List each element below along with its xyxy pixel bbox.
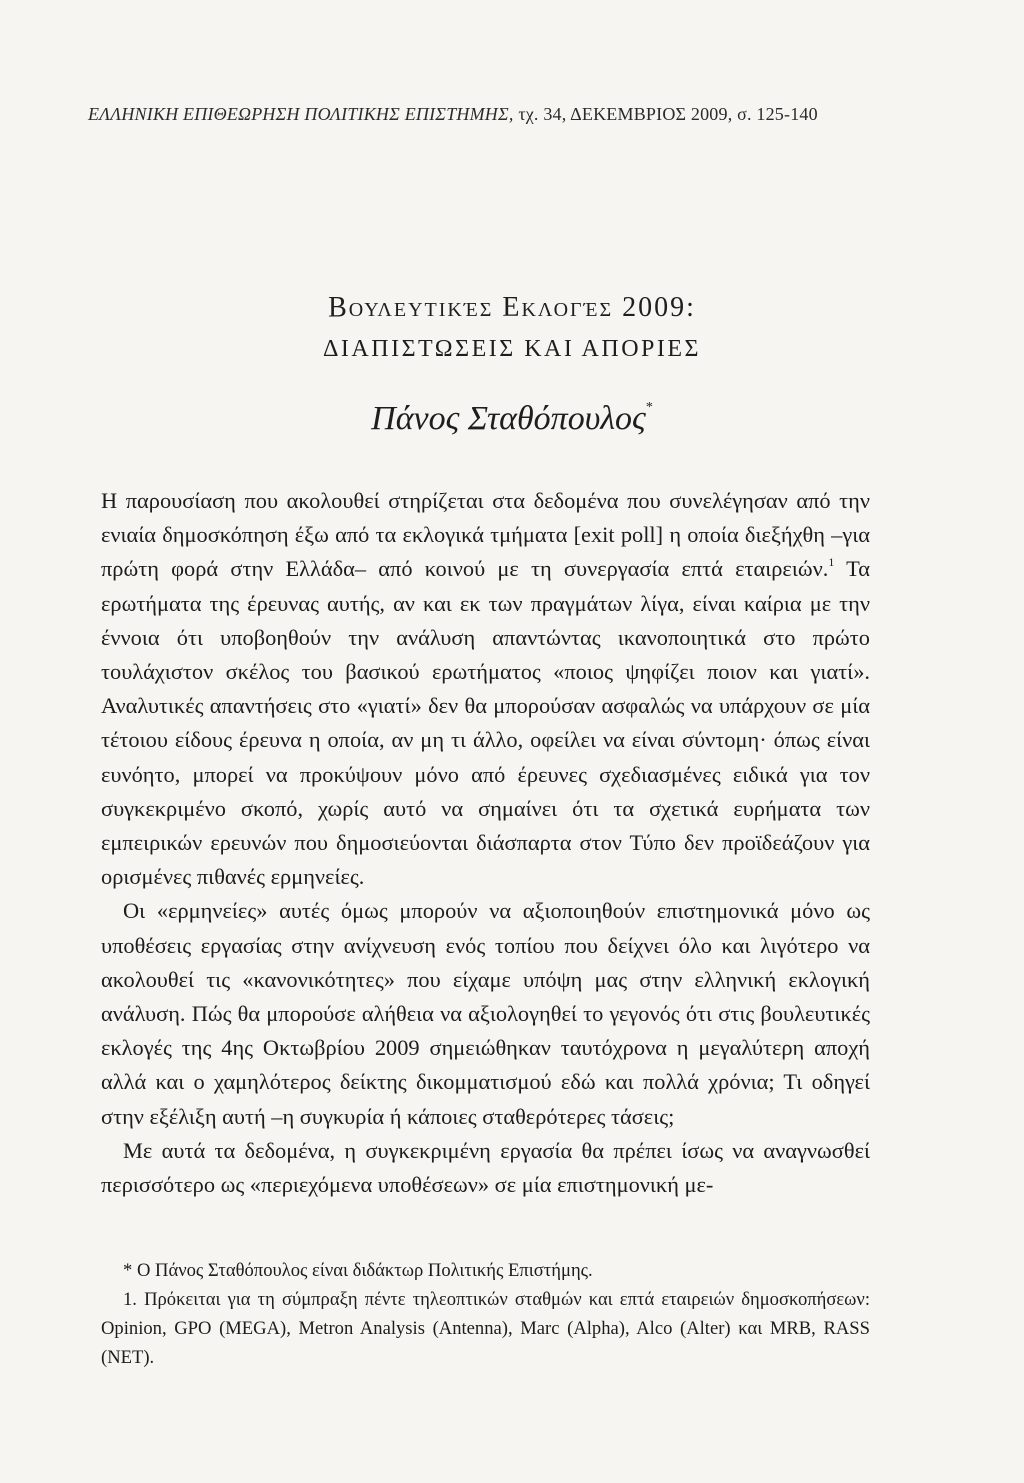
issue-info: τχ. 34, ΔΕΚΕΜΒΡΙΟΣ 2009, σ. 125-140 [518,104,818,124]
author-footnote: * Ο Πάνος Σταθόπουλος είναι διδάκτωρ Πολιτικής Επιστήμης. [123,1260,593,1281]
author-line [0,400,1024,438]
footnote-ref-1: 1 [828,555,835,570]
paragraph-2: Οι «ερμηνείες» αυτές όμως μπορούν να αξιοποιηθούν επιστημονικά μόνο ως υποθέσεις εργασίας στην ανίχνευση ενός τοπίου που δείχνει όλο και λιγότερο να ακολουθεί τις «κανονικότητες» που είχαμε υπόψη μας στην ελληνική εκλογική ανάλυση. Πώς θα μπορούσε αλήθεια να αξιολογηθεί το γεγονός ότι στις βουλευτικές εκλογές της 4ης Οκτωβρίου 2009 σημειώθηκαν ταυτόχρονα η μεγαλύτερη αποχή αλλά και ο χαμηλότερος δείκτης δικομματισμού εδώ και πολλά χρόνια; Τι οδηγεί στην εξέλιξη αυτή –η συγκυρία ή κάποιες σταθερότερες τάσεις; [101,898,870,1129]
footnotes [101,1256,870,1372]
author-footnote-marker: * [645,400,653,415]
author-name: Πάνος Σταθόπουλος [371,400,646,437]
article-body [101,484,870,1202]
article-title: Βουλευτικές Εκλογές 2009: [328,292,696,323]
paragraph-1-part-a: Η παρουσίαση που ακολουθεί στηρίζεται στα δεδομένα που συνελέγησαν από την ενιαία δημοσκόπηση έξω από τα εκλογικά τμήματα [exit poll] η οποία διεξήχθη –για πρώτη φορά στην Ελλάδα– από κοινού με τη συνεργασία επτά εταιρειών. [101,488,870,582]
article-subtitle: ΔΙΑΠΙΣΤΩΣΕΙΣ ΚΑΙ ΑΠΟΡΙΕΣ [323,336,701,362]
running-header [88,104,948,125]
paragraph-1-part-b: Τα ερωτήματα της έρευνας αυτής, αν και εκ των πραγμάτων λίγα, είναι καίρια με την έννοια ότι υποβοηθούν την ανάλυση απαντώντας ικανοποιητικά στο πρώτο τουλάχιστον σκέλος του βασικού ερωτήματος «ποιος ψηφίζει ποιον και γιατί». Αναλυτικές απαντήσεις στο «γιατί» δεν θα μπορούσαν ασφαλώς να υπάρχουν σε μία τέτοιου είδους έρευνα η οποία, αν μη τι άλλο, οφείλει να είναι σύντομη· όπως είναι ευνόητο, μπορεί να προκύψουν μόνο από έρευνες σχεδιασμένες ειδικά για τον συγκεκριμένο σκοπό, χωρίς αυτό να σημαίνει ότι τα σχετικά ευρήματα των εμπειρικών ερευνών που δημοσιεύονται διάσπαρτα στον Τύπο δεν προϊδεάζουν για ορισμένες πιθανές ερμηνείες. [101,556,871,890]
paragraph-3: Με αυτά τα δεδομένα, η συγκεκριμένη εργασία θα πρέπει ίσως να αναγνωσθεί περισσότερο ως «περιεχόμενα υποθέσεων» σε μία επιστημονική με- [101,1137,870,1198]
journal-name: ΕΛΛΗΝΙΚΗ ΕΠΙΘΕΩΡΗΣΗ ΠΟΛΙΤΙΚΗΣ ΕΠΙΣΤΗΜΗΣ, [88,104,514,124]
paragraph-1 [101,484,870,894]
footnote-1: 1. Πρόκειται για τη σύμπραξη πέντε τηλεοπτικών σταθμών και επτά εταιρειών δημοσκοπήσεων: Opinion, GPO (MEGA), Metron Analysis (Antenna), Marc (Alpha), Alco (Alter) και MRB, RASS (NET). [101,1289,870,1368]
